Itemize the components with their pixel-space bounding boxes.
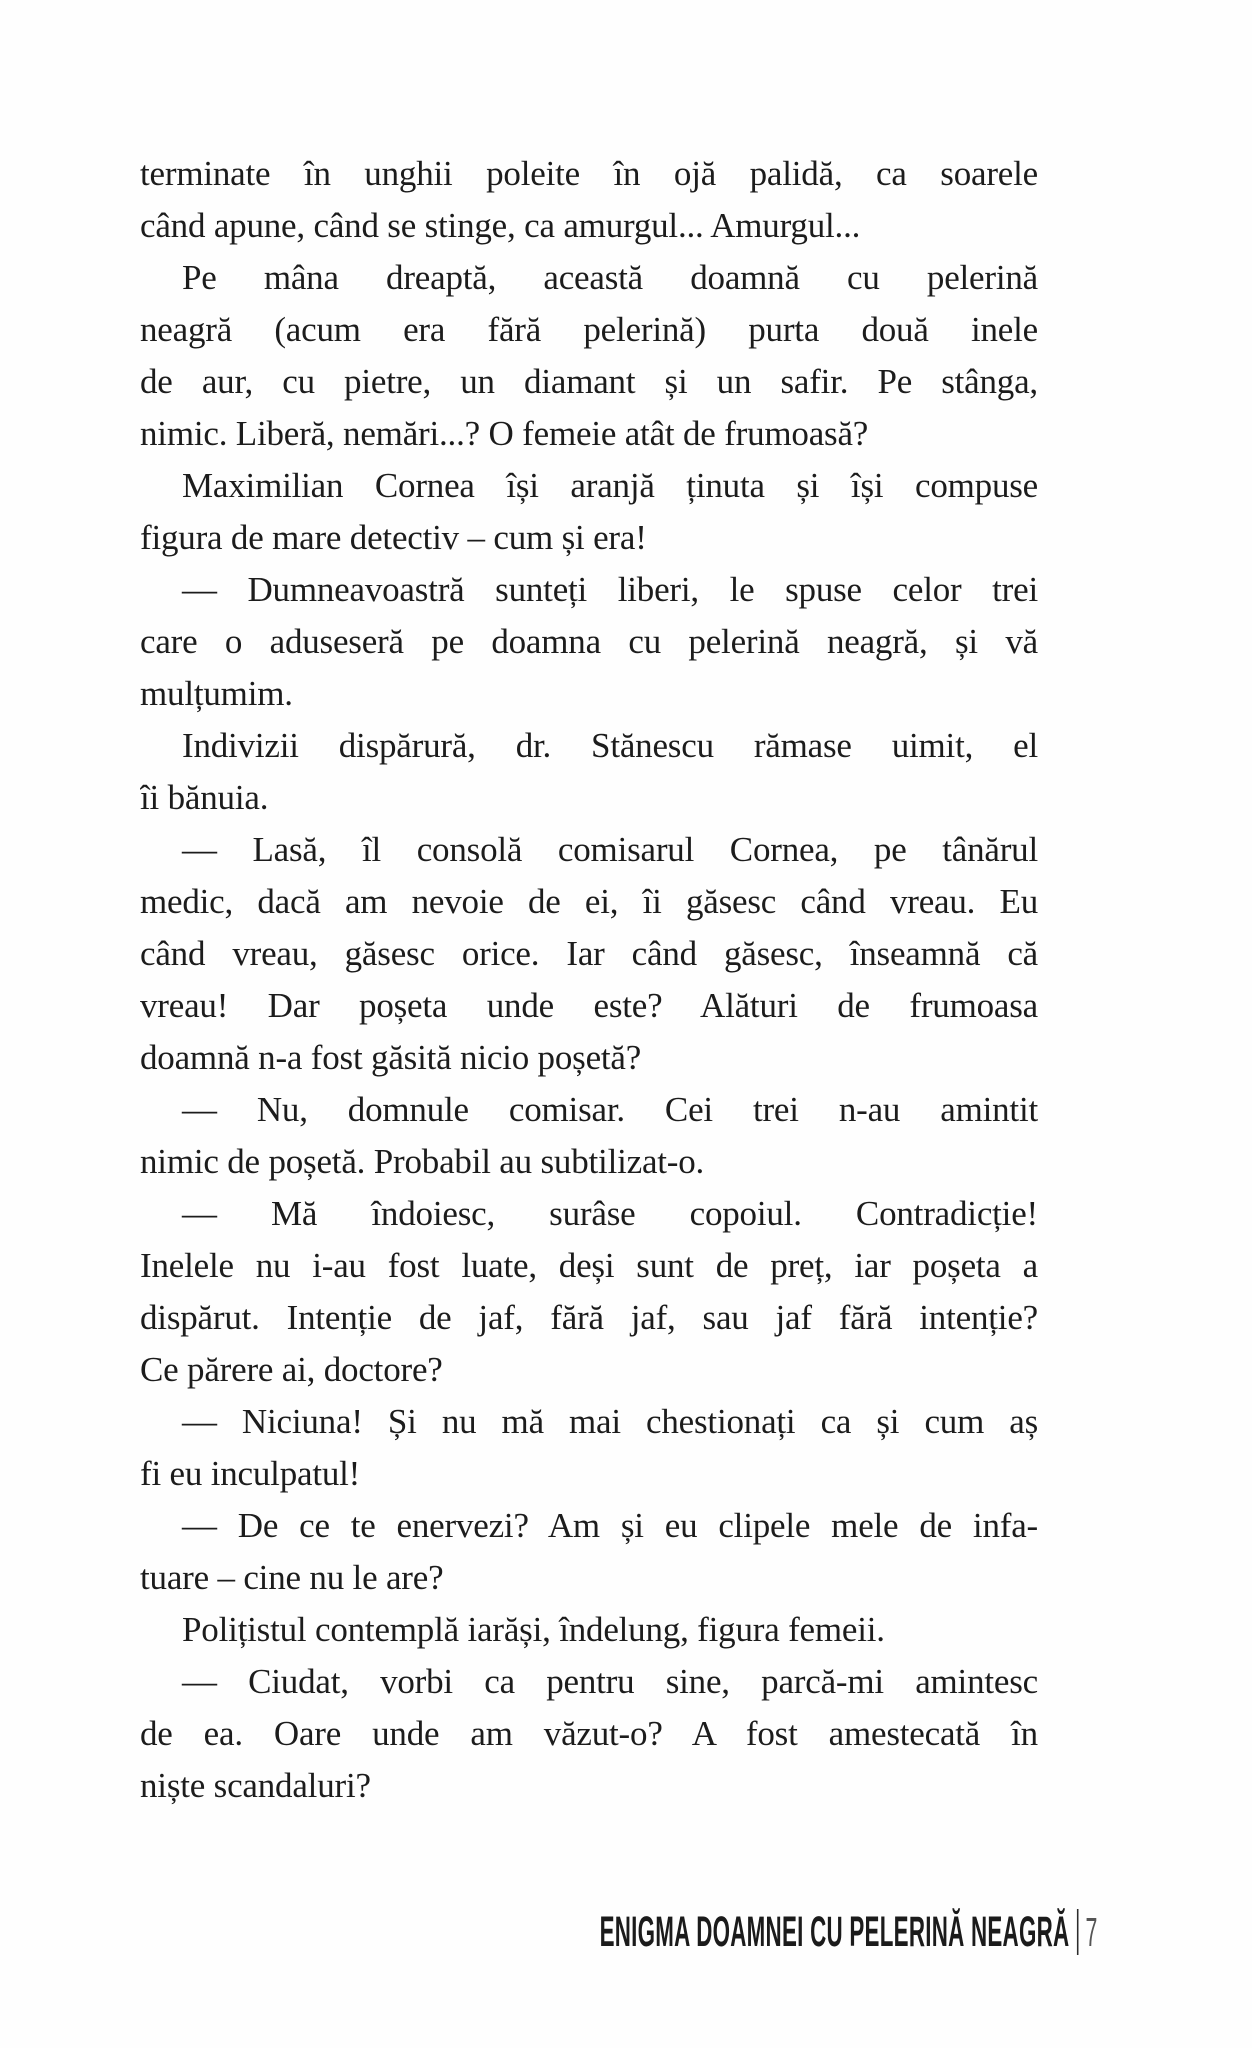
text-line: fi eu inculpatul! (140, 1454, 361, 1493)
footer-divider (1076, 1909, 1078, 1955)
text-line: Ce părere ai, doctore? (140, 1350, 443, 1389)
text-line: de aur, cu pietre, un diamant și un safir. Pe stânga, (140, 362, 1038, 401)
text-line: neagră (acum era fără pelerină) purta două inele (140, 310, 1038, 349)
text-line: Inelele nu i-au fost luate, deși sunt de preț, iar poșeta a (140, 1246, 1038, 1285)
paragraph (140, 1656, 1038, 1812)
paragraph (140, 720, 1038, 824)
text-line: figura de mare detectiv – cum și era! (140, 518, 647, 557)
text-line: niște scandaluri? (140, 1766, 371, 1805)
running-title: ENIGMA DOAMNEI CU PELERINĂ NEAGRĂ (599, 1907, 1070, 1956)
paragraph (140, 564, 1038, 720)
text-line: medic, dacă am nevoie de ei, îi găsesc când vreau. Eu (140, 882, 1038, 921)
paragraph (140, 252, 1038, 460)
text-line: nimic. Liberă, nemări...? O femeie atât de frumoasă? (140, 414, 869, 453)
text-line: — Lasă, îl consolă comisarul Cornea, pe tânărul (182, 830, 1038, 869)
text-line: care o aduseseră pe doamna cu pelerină neagră, și vă (140, 622, 1038, 661)
page-number: 7 (1085, 1908, 1097, 1955)
text-line: dispărut. Intenție de jaf, fără jaf, sau jaf fără intenție? (140, 1298, 1038, 1337)
text-line: — Dumneavoastră sunteți liberi, le spuse celor trei (182, 570, 1038, 609)
text-line: când apune, când se stinge, ca amurgul... Amurgul... (140, 206, 861, 245)
text-line: — Nu, domnule comisar. Cei trei n-au amintit (182, 1090, 1038, 1129)
paragraph (140, 460, 1038, 564)
text-line: când vreau, găsesc orice. Iar când găsesc, înseamnă că (140, 934, 1038, 973)
text-line: nimic de poșetă. Probabil au subtilizat-o. (140, 1142, 705, 1181)
text-line: Polițistul contemplă iarăși, îndelung, figura femeii. (182, 1610, 885, 1649)
paragraph (140, 1396, 1038, 1500)
text-line: — De ce te enervezi? Am și eu clipele mele de infa- (182, 1506, 1038, 1545)
text-line: doamnă n-a fost găsită nicio poșetă? (140, 1038, 642, 1077)
paragraph (140, 1500, 1038, 1604)
paragraph (140, 1084, 1038, 1188)
page-footer (599, 1908, 1097, 1956)
text-line: îi bănuia. (140, 778, 269, 817)
text-line: tuare – cine nu le are? (140, 1558, 444, 1597)
text-line: Maximilian Cornea își aranjă ținuta și își compuse (182, 466, 1038, 505)
paragraph (140, 1604, 1038, 1656)
paragraph (140, 1188, 1038, 1396)
paragraph (140, 148, 1038, 252)
text-line: vreau! Dar poșeta unde este? Alături de frumoasa (140, 986, 1038, 1025)
paragraph (140, 824, 1038, 1084)
text-line: Pe mâna dreaptă, această doamnă cu pelerină (182, 258, 1038, 297)
text-line: terminate în unghii poleite în ojă palidă, ca soarele (140, 154, 1038, 193)
text-line: de ea. Oare unde am văzut-o? A fost amestecată în (140, 1714, 1038, 1753)
text-line: — Ciudat, vorbi ca pentru sine, parcă-mi amintesc (182, 1662, 1038, 1701)
text-line: Indivizii dispărură, dr. Stănescu rămase uimit, el (182, 726, 1038, 765)
text-line: — Mă îndoiesc, surâse copoiul. Contradicție! (182, 1194, 1038, 1233)
body-text (140, 148, 1038, 1812)
text-line: mulțumim. (140, 674, 293, 713)
text-line: — Niciuna! Și nu mă mai chestionați ca și cum aș (182, 1402, 1038, 1441)
